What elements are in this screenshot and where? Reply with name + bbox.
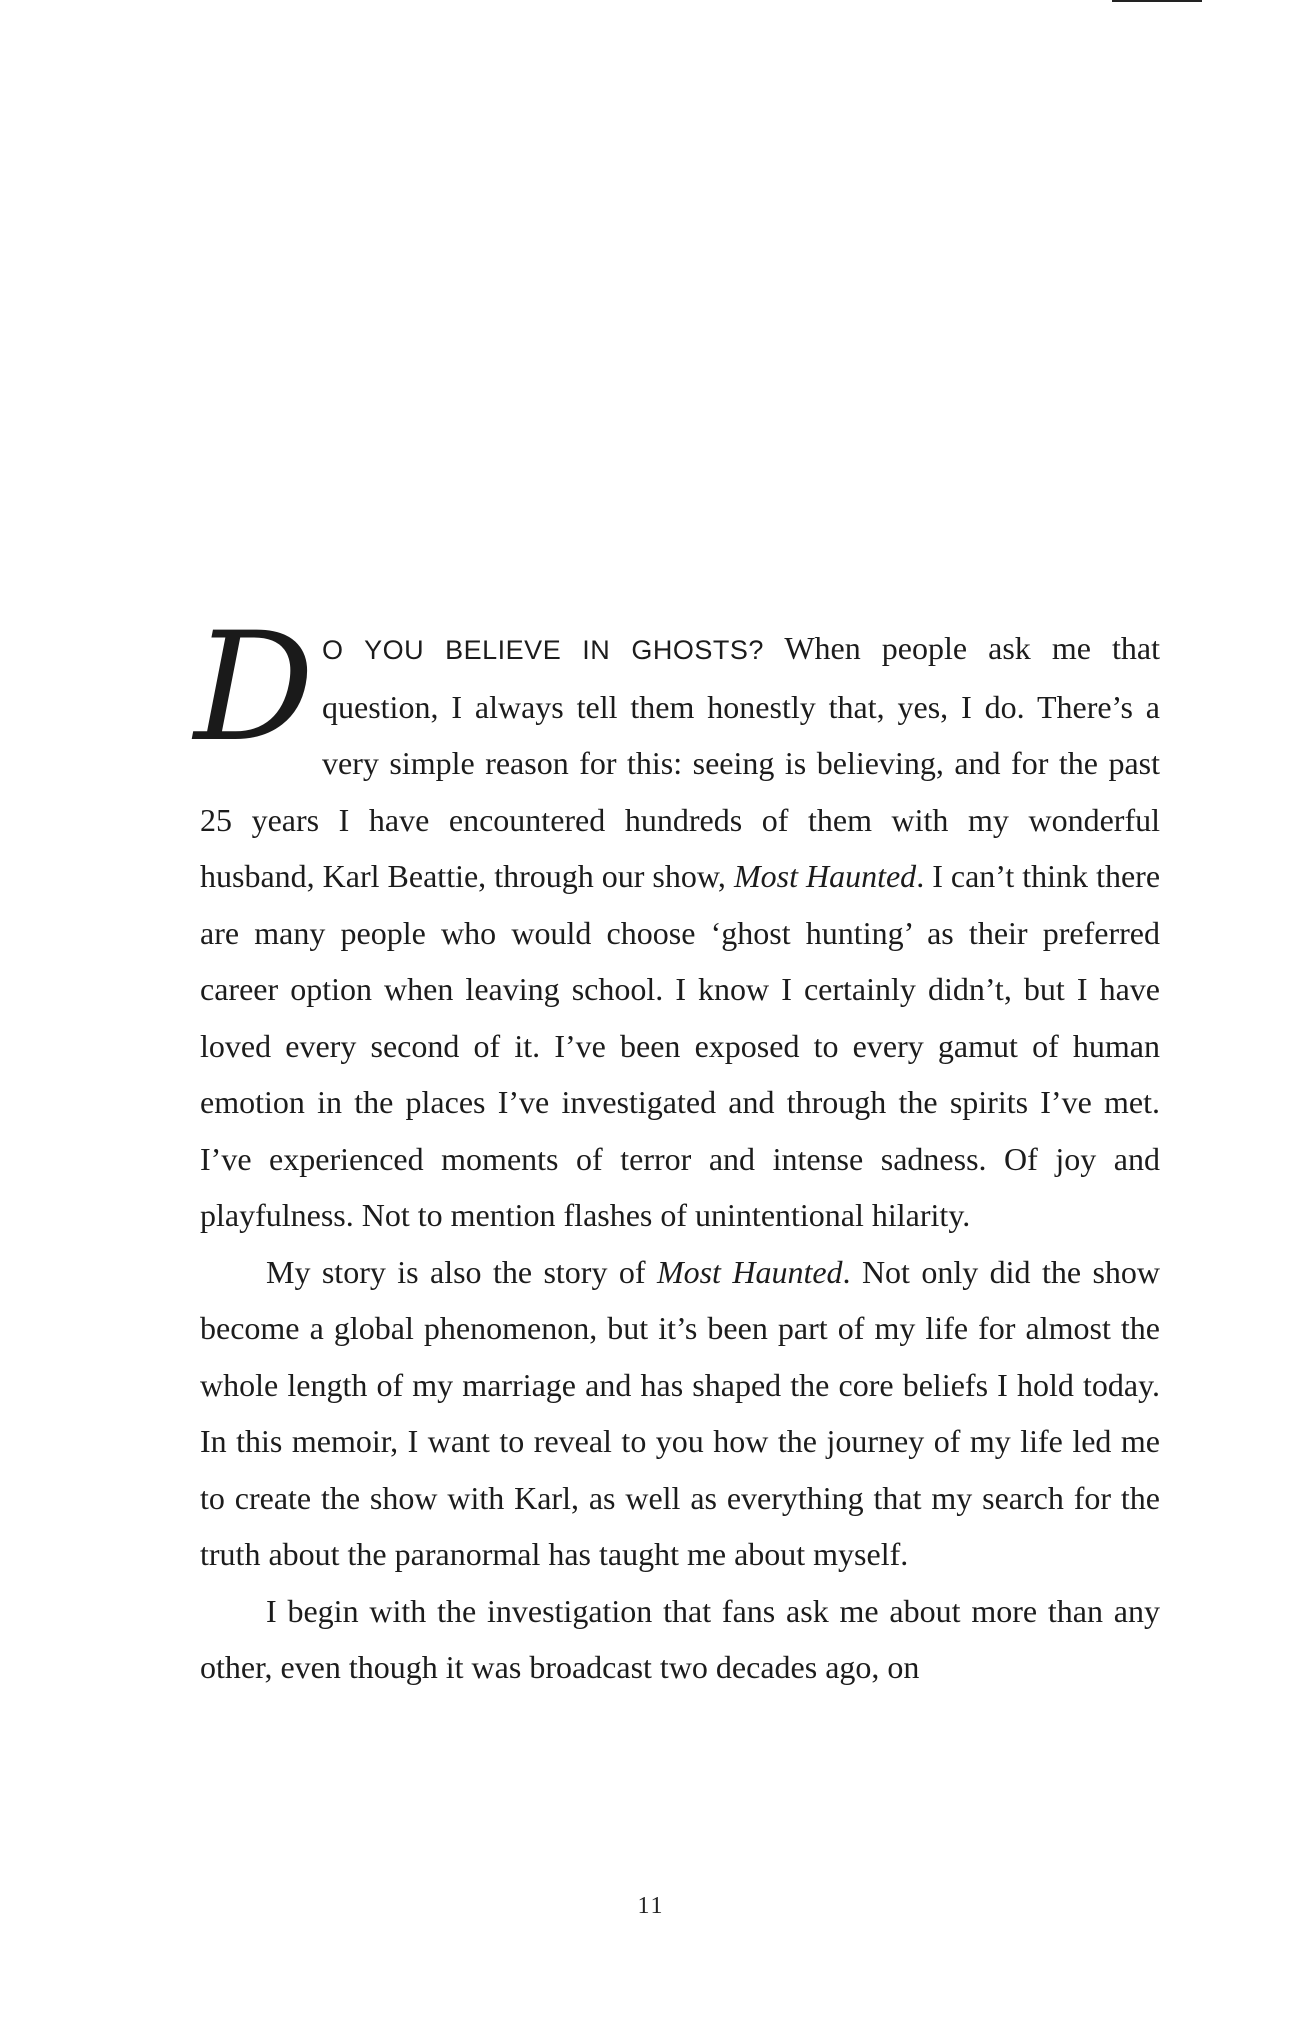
opening-text-part-2: . I can’t think there are many people who would choose ‘ghost hunting’ as their preferred career option when leaving school. I know I certainly didn’t, but I have loved every second of it. I’ve been exposed to every gamut of human emotion in the places I’ve investigated and through the spirits I’ve met. I’ve experienced moments of terror and intense sadness. Of joy and playfulness. Not to mention flashes of unintentional hilarity. [200, 858, 1161, 1233]
body-text [194, 601, 1161, 1696]
top-edge-rule [1112, 0, 1202, 2]
lead-in-caps: O YOU BELIEVE IN GHOSTS? [322, 635, 764, 665]
paragraph-2-part-2: . Not only did the show become a global phenomenon, but it’s been part of my life for almost the whole length of my marriage and has shaped the core beliefs I hold today. In this memoir, I want to reveal to you how the journey of my life led me to create the show with Karl, as well as everything that my search for the truth about the paranormal has taught me about myself. [200, 1253, 1161, 1572]
paragraph-2 [200, 1244, 1160, 1583]
show-title: Most Haunted [656, 1253, 843, 1290]
opening-paragraph [194, 601, 1161, 1244]
page-number: 11 [637, 1893, 665, 1919]
paragraph-2-part-1: My story is also the story of [266, 1253, 657, 1290]
drop-cap: D [194, 601, 315, 775]
paragraph-3 [200, 1583, 1160, 1696]
opening-text-part-1: When people ask me that question, I always tell them honestly that, yes, I do. There’s a very simple reason for this: seeing is believing, and for the past 25 years I have encountered hundreds of them with my wonderful husband, Karl Beattie, through our show, [200, 630, 1161, 894]
paragraph-3-text: I begin with the investigation that fans ask me about more than any other, even though it was broadcast two decades ago, on [200, 1592, 1160, 1685]
show-title: Most Haunted [733, 858, 917, 894]
